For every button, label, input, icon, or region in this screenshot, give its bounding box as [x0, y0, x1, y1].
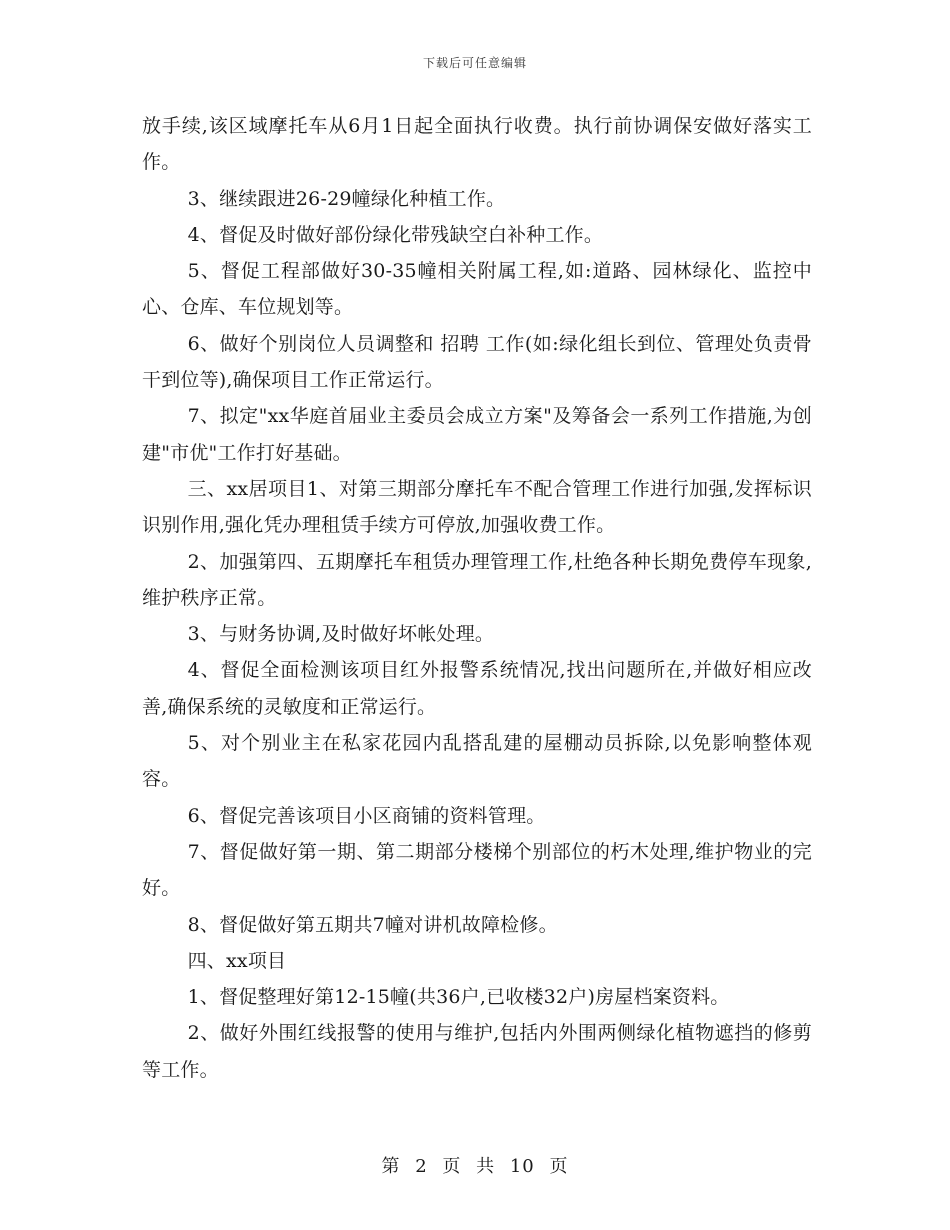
paragraph: 4、督促全面检测该项目红外报警系统情况,找出问题所在,并做好相应改善,确保系统的灵敏度和正常运行。 — [142, 659, 812, 718]
paragraph: 3、继续跟进26-29幢绿化种植工作。 — [187, 187, 506, 210]
page-number: 第 2 页 共 10 页 — [381, 1156, 569, 1177]
paragraph: 3、与财务协调,及时做好坏帐处理。 — [187, 623, 495, 646]
paragraph: 2、做好外围红线报警的使用与维护,包括内外围两侧绿化植物遮挡的修剪等工作。 — [142, 1022, 812, 1081]
section-heading: 四、xx项目 — [187, 949, 287, 972]
page-header-note: 下载后可任意编辑 — [422, 56, 527, 70]
paragraph: 8、督促做好第五期共7幢对讲机故障检修。 — [187, 913, 558, 936]
document-body — [142, 108, 812, 1088]
paragraph: 7、督促做好第一期、第二期部分楼梯个别部位的朽木处理,维护物业的完好。 — [142, 840, 812, 900]
paragraph: 1、督促整理好第12-15幢(共36户,已收楼32户)房屋档案资料。 — [187, 986, 730, 1009]
paragraph: 5、督促工程部做好30-35幢相关附属工程,如:道路、园林绿化、监控中心、仓库、车位规划等。 — [142, 260, 812, 319]
paragraph: 6、做好个别岗位人员调整和 招聘 工作(如:绿化组长到位、管理处负责骨干到位等),确保项目工作正常运行。 — [142, 332, 812, 392]
paragraph: 2、加强第四、五期摩托车租赁办理管理工作,杜绝各种长期免费停车现象,维护秩序正常。 — [142, 550, 812, 609]
paragraph: 5、对个别业主在私家花园内乱搭乱建的屋棚动员拆除,以免影响整体观容。 — [142, 732, 812, 791]
paragraph: 6、督促完善该项目小区商铺的资料管理。 — [187, 804, 546, 827]
paragraph: 7、拟定"xx华庭首届业主委员会成立方案"及筹备会一系列工作措施,为创建"市优"工作打好基础。 — [142, 405, 812, 464]
paragraph: 4、督促及时做好部份绿化带残缺空白补种工作。 — [187, 223, 604, 246]
paragraph: 放手续,该区域摩托车从6月1日起全面执行收费。执行前协调保安做好落实工作。 — [142, 115, 812, 174]
paragraph: 三、xx居项目1、对第三期部分摩托车不配合管理工作进行加强,发挥标识识别作用,强化凭办理租赁手续方可停放,加强收费工作。 — [142, 477, 812, 537]
